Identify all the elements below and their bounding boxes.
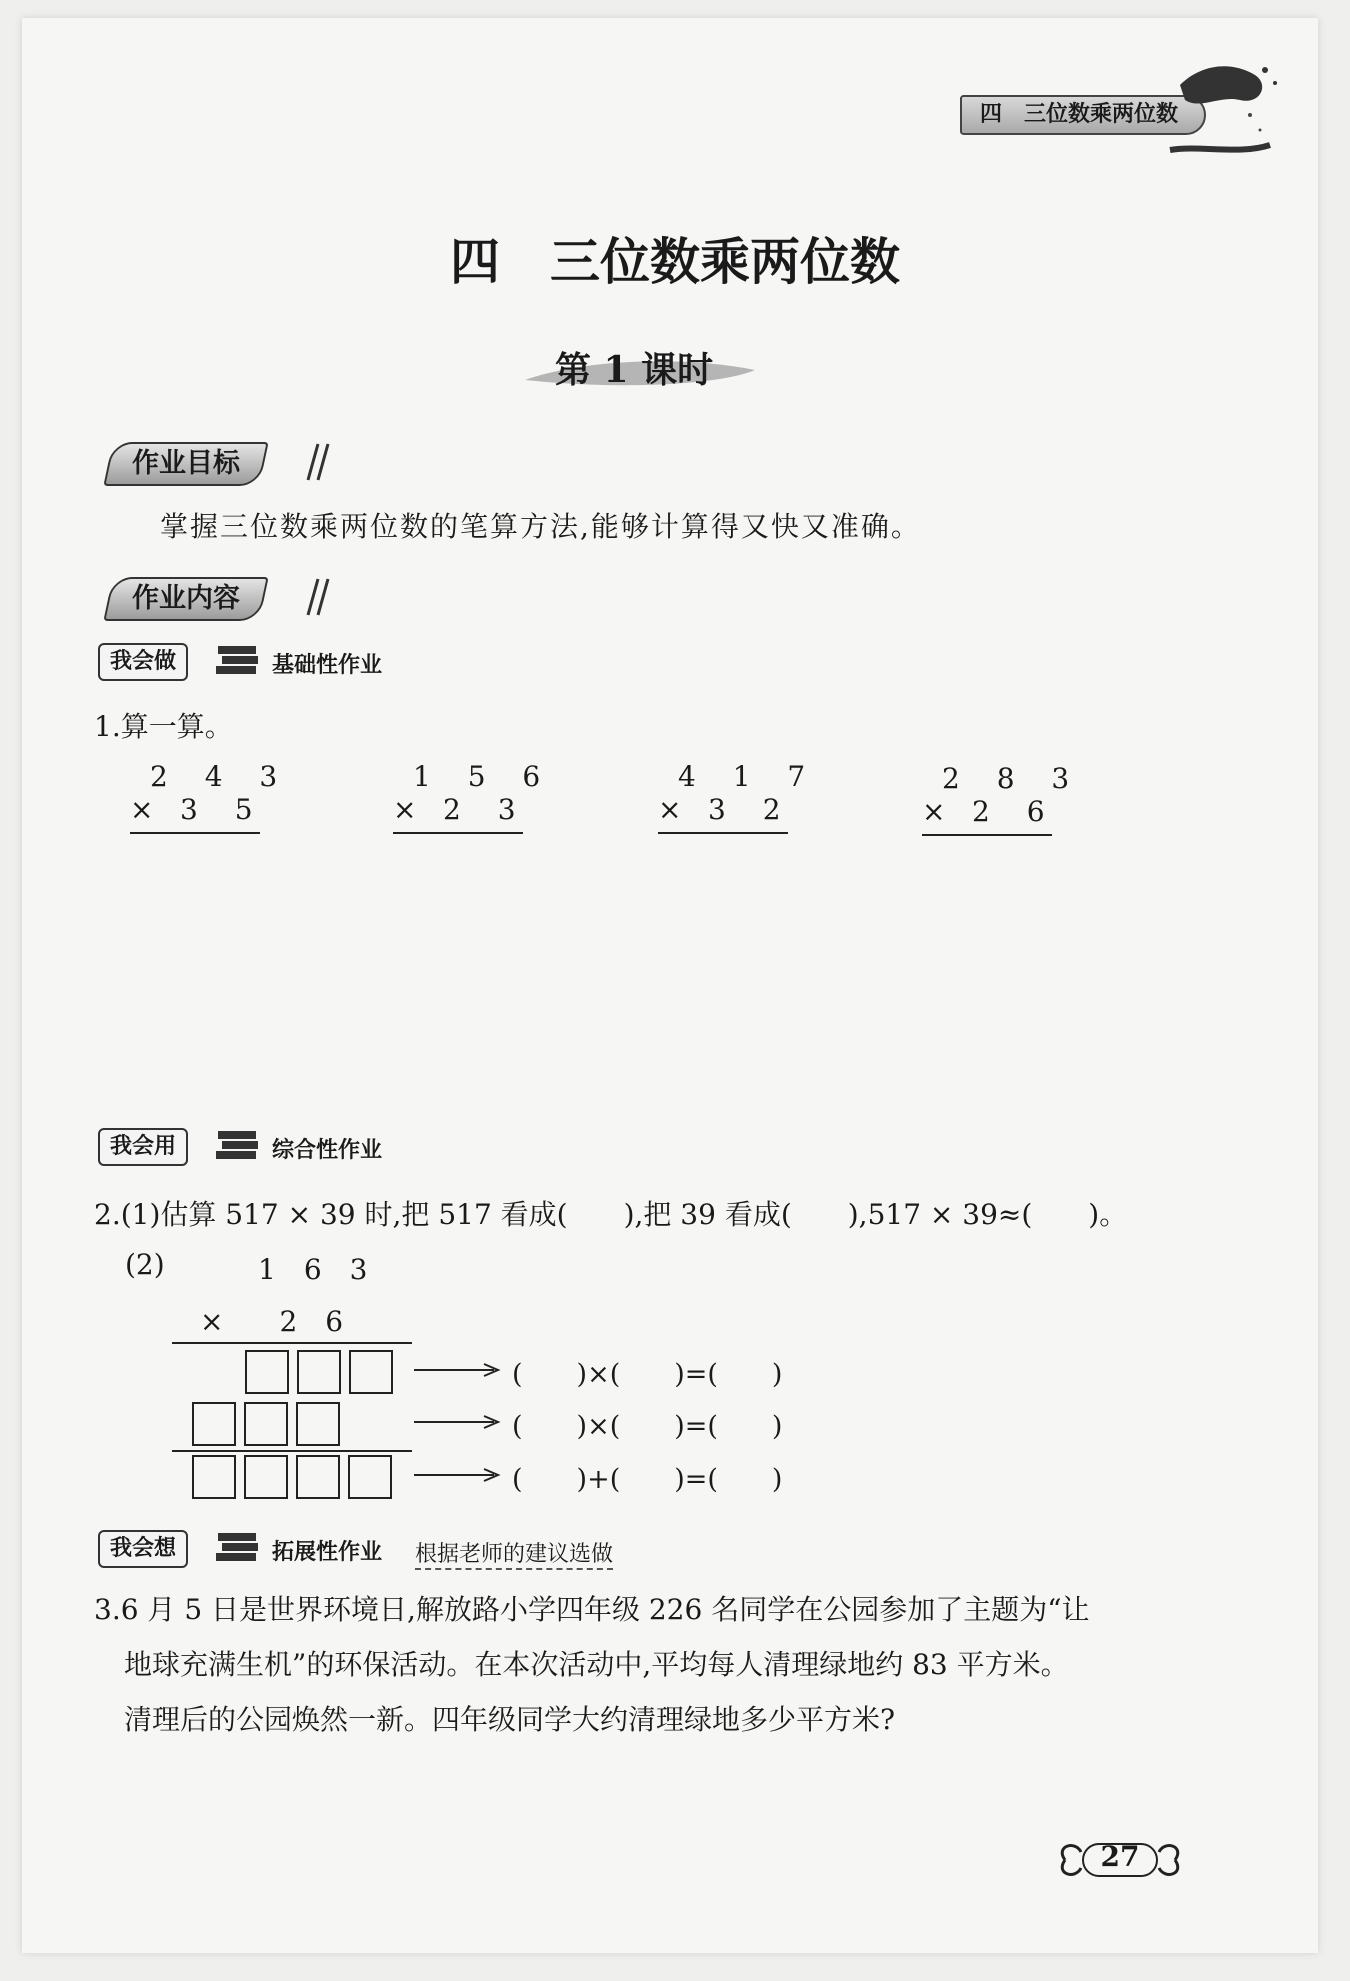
- applied-tier-box: 我会用: [98, 1128, 188, 1166]
- goal-text: 掌握三位数乘两位数的笔算方法,能够计算得又快又准确。: [160, 510, 921, 543]
- unit-title: 四 三位数乘两位数: [450, 233, 900, 291]
- q2-part1: 2.(1)估算 517 × 39 时,把 517 看成( ),把 39 看成( ),517 × 39≈( )。: [94, 1198, 1128, 1231]
- q3-line-2: 地球充满生机”的环保活动。在本次活动中,平均每人清理绿地约 83 平方米。: [124, 1648, 1069, 1681]
- answer-box[interactable]: [244, 1455, 288, 1499]
- books-icon: [214, 1125, 262, 1165]
- extended-tier-box: 我会想: [98, 1530, 188, 1568]
- q1-problem-4-top: 2 8 3: [942, 762, 1084, 795]
- answer-box[interactable]: [297, 1350, 341, 1394]
- page-number: 27: [1100, 1840, 1140, 1873]
- q1-problem-2-top: 1 5 6: [413, 760, 555, 793]
- lesson-title: 第 1 课时: [555, 349, 714, 391]
- q2-part2-label: (2): [125, 1248, 165, 1281]
- q2-rule-1: [172, 1342, 412, 1344]
- answer-box[interactable]: [192, 1402, 236, 1446]
- q1-problem-3-bottom: 3 2: [708, 793, 795, 826]
- times-sign: ×: [393, 793, 417, 826]
- basic-tier-box: 我会做: [98, 643, 188, 681]
- books-icon: [214, 1527, 262, 1567]
- answer-box[interactable]: [296, 1402, 340, 1446]
- q1-problem-1-rule: [130, 832, 260, 834]
- times-sign: ×: [658, 793, 682, 826]
- answer-box[interactable]: [348, 1455, 392, 1499]
- answer-box[interactable]: [244, 1402, 288, 1446]
- q2-multiplier: × 2 6: [200, 1305, 344, 1338]
- q1-problem-3-rule: [658, 832, 788, 834]
- q1-problem-4-rule: [922, 834, 1052, 836]
- goal-section-label: [103, 442, 268, 486]
- unit-header-tag: 四 三位数乘两位数: [960, 95, 1206, 135]
- answer-box[interactable]: [349, 1350, 393, 1394]
- answer-box[interactable]: [192, 1455, 236, 1499]
- arrow-right-icon: [412, 1465, 502, 1485]
- arrow-right-icon: [412, 1360, 502, 1380]
- q2-equation-row-2: ( )×( )=( ): [512, 1411, 783, 1442]
- times-sign: ×: [130, 793, 154, 826]
- q2-multiplicand: 1 6 3: [258, 1253, 368, 1286]
- content-section-label-text: 作业内容: [132, 583, 240, 614]
- content-section-label: [103, 577, 268, 621]
- q3-line-3: 清理后的公园焕然一新。四年级同学大约清理绿地多少平方米?: [124, 1703, 896, 1736]
- extended-tier-type: 拓展性作业: [272, 1540, 383, 1565]
- extended-tier-hint: 根据老师的建议选做: [415, 1537, 613, 1570]
- q1-problem-1-top: 2 4 3: [150, 760, 292, 793]
- q2-equation-row-3: ( )+( )=( ): [512, 1464, 783, 1495]
- basic-tier-type: 基础性作业: [272, 653, 383, 678]
- q2-rule-2: [172, 1450, 412, 1452]
- q1-problem-2-rule: [393, 832, 523, 834]
- q3-line-1: 3.6 月 5 日是世界环境日,解放路小学四年级 226 名同学在公园参加了主题为“让: [94, 1593, 1090, 1626]
- answer-box[interactable]: [296, 1455, 340, 1499]
- applied-tier-type: 综合性作业: [272, 1138, 383, 1163]
- answer-box[interactable]: [245, 1350, 289, 1394]
- q2-equation-row-1: ( )×( )=( ): [512, 1359, 783, 1390]
- q1-problem-2-bottom: 2 3: [443, 793, 530, 826]
- stripes-icon: [300, 442, 330, 482]
- ink-splash-decoration: [1160, 55, 1290, 175]
- goal-section-label-text: 作业目标: [132, 448, 240, 479]
- times-sign: ×: [922, 795, 946, 828]
- books-icon: [214, 640, 262, 680]
- q1-problem-1-bottom: 3 5: [180, 793, 267, 826]
- q1-problem-4-bottom: 2 6: [972, 795, 1059, 828]
- arrow-right-icon: [412, 1412, 502, 1432]
- stripes-icon: [300, 577, 330, 617]
- q1-problem-3-top: 4 1 7: [678, 760, 820, 793]
- q1-prompt: 1.算一算。: [94, 710, 233, 743]
